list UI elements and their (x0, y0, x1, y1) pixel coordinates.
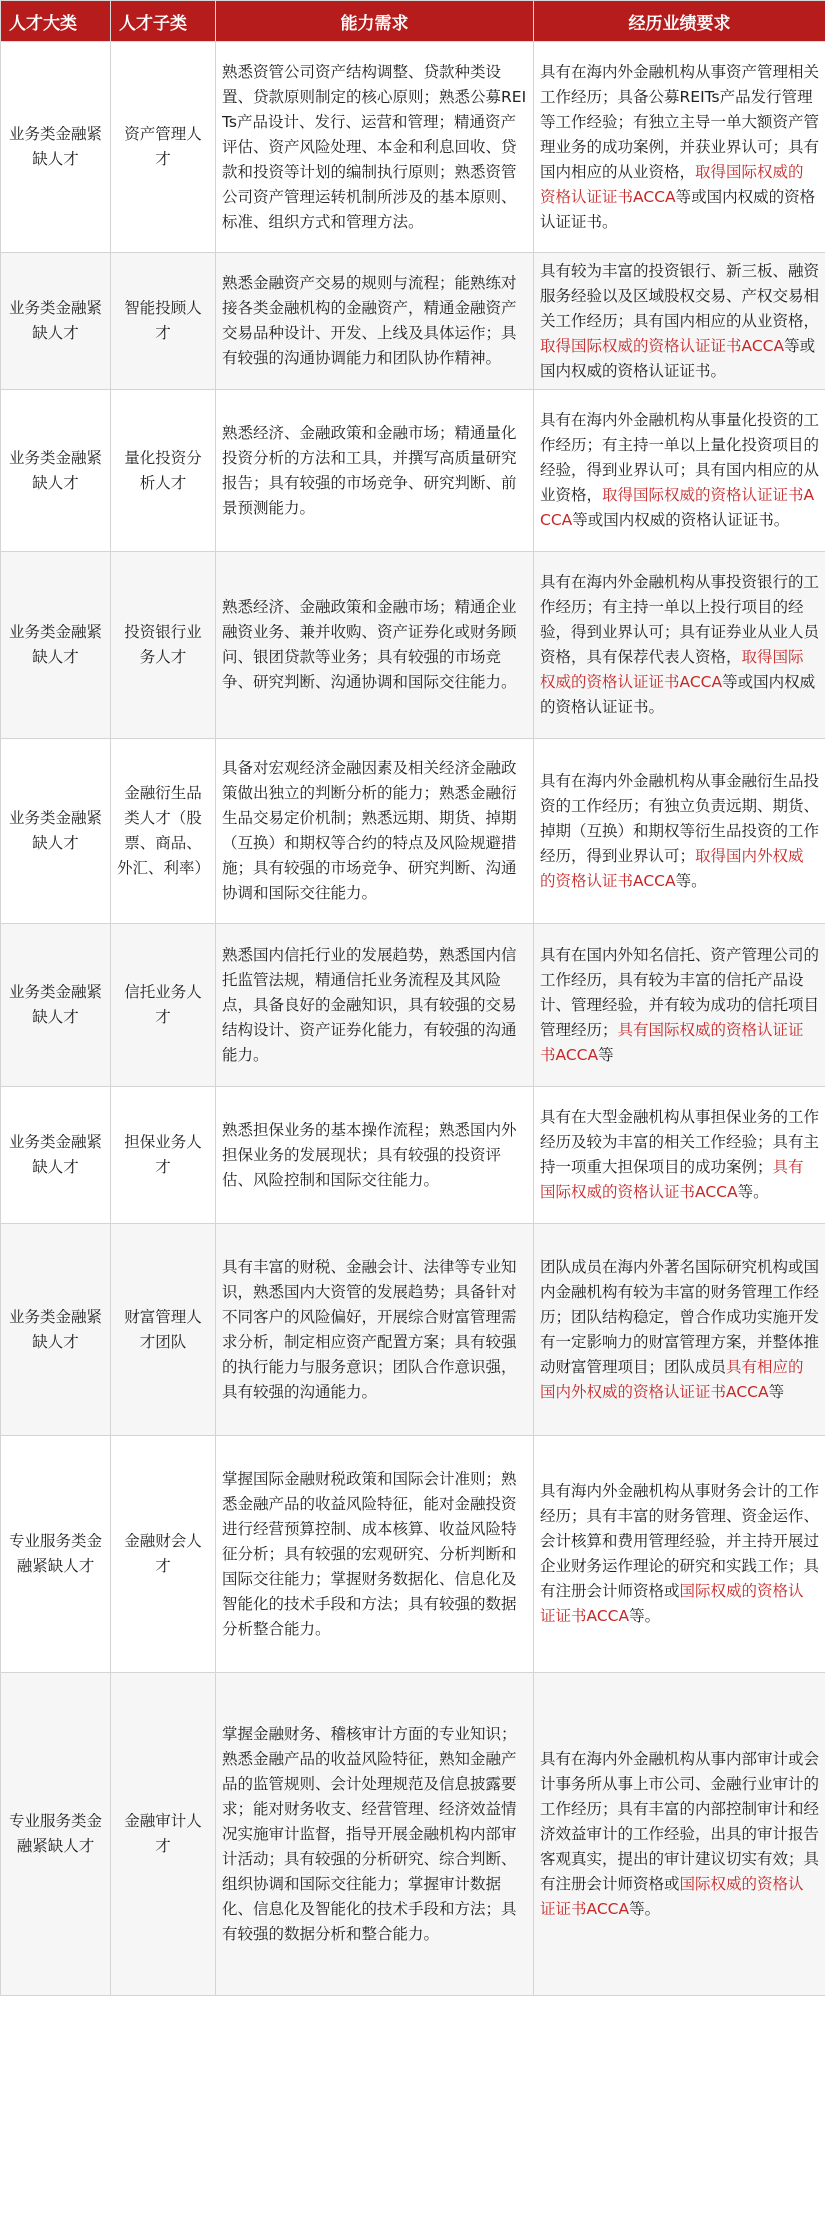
experience-suffix: 等或国内权威的资格认证证书。 (540, 187, 816, 231)
experience-cell (534, 739, 825, 924)
table-row (1, 1087, 825, 1224)
table-row (1, 552, 825, 739)
table-row (1, 42, 825, 253)
certificate-highlight: 取得国际权威的资格认证证书ACCA (540, 162, 804, 206)
category-cell: 业务类金融紧缺人才 (1, 552, 111, 739)
table-row (1, 739, 825, 924)
ability-cell: 熟悉经济、金融政策和金融市场；精通量化投资分析的方法和工具，并撰写高质量研究报告；具有较强的市场竞争、研究判断、前景预测能力。 (216, 390, 534, 552)
ability-cell: 具有丰富的财税、金融会计、法律等专业知识，熟悉国内大资管的发展趋势；具备针对不同客户的风险偏好，开展综合财富管理需求分析，制定相应资产配置方案；具有较强的执行能力与服务意识；团队合作意识强，具有较强的沟通能力。 (216, 1224, 534, 1436)
certificate-highlight: 具有国际权威的资格认证证书ACCA (540, 1020, 804, 1064)
category-cell: 业务类金融紧缺人才 (1, 739, 111, 924)
experience-suffix: 等或国内权威的资格认证证书。 (572, 511, 790, 529)
experience-text: 具有在海内外金融机构从事量化投资的工作经历；有主持一单以上量化投资项目的经验，得到业界认可；具有国内相应的从业资格， (540, 411, 820, 504)
experience-suffix: 等 (768, 1382, 785, 1401)
certificate-highlight: 国际权威的资格认证证书ACCA (540, 1582, 804, 1625)
certificate-highlight: 取得国际权威的资格认证证书ACCA (540, 486, 815, 529)
experience-text: 具有在大型金融机构从事担保业务的工作经历及较为丰富的相关工作经验；具有主持一项重大担保项目的成功案例； (540, 1108, 820, 1176)
ability-cell: 熟悉国内信托行业的发展趋势，熟悉国内信托监管法规，精通信托业务流程及其风险点，具备良好的金融知识，具有较强的交易结构设计、资产证券化能力，有较强的沟通能力。 (216, 924, 534, 1087)
ability-cell: 熟悉金融资产交易的规则与流程；能熟练对接各类金融机构的金融资产，精通金融资产交易品种设计、开发、上线及具体运作；具有较强的沟通协调能力和团队协作精神。 (216, 253, 534, 390)
header-subcategory: 人才子类 (111, 1, 216, 42)
header-experience: 经历业绩要求 (534, 1, 825, 42)
subcategory-cell: 担保业务人才 (111, 1087, 216, 1224)
experience-text: 具有在海内外金融机构从事金融衍生品投资的工作经历；有独立负责远期、期货、掉期（互换）和期权等衍生品投资的工作经历，得到业界认可； (540, 771, 820, 865)
category-cell: 业务类金融紧缺人才 (1, 390, 111, 552)
table-row (1, 924, 825, 1087)
experience-cell (534, 1673, 825, 1996)
certificate-highlight: 取得国际权威的资格认证证书ACCA (540, 648, 804, 691)
experience-text: 具有在海内外金融机构从事投资银行的工作经历；有主持一单以上投行项目的经验，得到业界认可；具有证券业从业人员资格，具有保荐代表人资格， (540, 573, 820, 666)
experience-cell (534, 42, 825, 253)
experience-cell (534, 1224, 825, 1436)
experience-cell (534, 552, 825, 739)
certificate-highlight: 国际权威的资格认证证书ACCA (540, 1874, 804, 1918)
certificate-highlight: 取得国际权威的资格认证证书ACCA (540, 336, 785, 355)
table-row (1, 1224, 825, 1436)
experience-cell (534, 390, 825, 552)
ability-cell: 熟悉经济、金融政策和金融市场；精通企业融资业务、兼并收购、资产证券化或财务顾问、银团贷款等业务；具有较强的市场竞争、研究判断、沟通协调和国际交往能力。 (216, 552, 534, 739)
table-row (1, 390, 825, 552)
experience-cell (534, 1436, 825, 1673)
experience-suffix: 等或国内权威的资格认证证书。 (540, 673, 816, 716)
table-row (1, 1673, 825, 1996)
experience-suffix: 等 (598, 1045, 614, 1064)
subcategory-cell: 智能投顾人才 (111, 253, 216, 390)
experience-suffix: 等。 (737, 1183, 769, 1201)
experience-suffix: 等。 (629, 1899, 661, 1918)
category-cell: 业务类金融紧缺人才 (1, 1087, 111, 1224)
experience-text: 具有在海内外金融机构从事内部审计或会计事务所从事上市公司、金融行业审计的工作经历；具有丰富的内部控制审计和经济效益审计的工作经验，出具的审计报告客观真实，提出的审计建议切实有效；具有注册会计师资格或 (540, 1749, 820, 1893)
category-cell: 专业服务类金融紧缺人才 (1, 1436, 111, 1673)
certificate-highlight: 具有相应的国内外权威的资格认证证书ACCA (540, 1357, 804, 1401)
table-row (1, 1436, 825, 1673)
subcategory-cell: 金融衍生品类人才（股票、商品、外汇、利率） (111, 739, 216, 924)
experience-text: 具有海内外金融机构从事财务会计的工作经历；具有丰富的财务管理、资金运作、会计核算和费用管理经验，并主持开展过企业财务运作理论的研究和实践工作；具有注册会计师资格或 (540, 1482, 820, 1600)
ability-cell: 掌握国际金融财税政策和国际会计准则；熟悉金融产品的收益风险特征，能对金融投资进行经营预算控制、成本核算、收益风险特征分析；具有较强的宏观研究、分析判断和国际交往能力；掌握财务数据化、信息化及智能化的技术手段和方法；具有较强的数据分析整合能力。 (216, 1436, 534, 1673)
category-cell: 业务类金融紧缺人才 (1, 42, 111, 253)
category-cell: 专业服务类金融紧缺人才 (1, 1673, 111, 1996)
ability-cell: 具备对宏观经济金融因素及相关经济金融政策做出独立的判断分析的能力；熟悉金融衍生品交易定价机制；熟悉远期、期货、掉期（互换）和期权等合约的特点及风险规避措施；具有较强的市场竞争、研究判断、沟通协调和国际交往能力。 (216, 739, 534, 924)
certificate-highlight: 取得国内外权威的资格认证书ACCA (540, 846, 804, 890)
category-cell: 业务类金融紧缺人才 (1, 924, 111, 1087)
experience-suffix: 等。 (675, 871, 707, 890)
certificate-highlight: 具有国际权威的资格认证书ACCA (540, 1158, 804, 1201)
subcategory-cell: 资产管理人才 (111, 42, 216, 253)
experience-text: 具有较为丰富的投资银行、新三板、融资服务经验以及区域股权交易、产权交易相关工作经历；具有国内相应的从业资格， (540, 261, 820, 330)
subcategory-cell: 财富管理人才团队 (111, 1224, 216, 1436)
experience-cell (534, 924, 825, 1087)
experience-suffix: 等。 (629, 1607, 661, 1625)
experience-cell (534, 1087, 825, 1224)
experience-text: 具有在海内外金融机构从事资产管理相关工作经历；具备公募REITs产品发行管理等工作经验；有独立主导一单大额资产管理业务的成功案例，并获业界认可；具有国内相应的从业资格， (540, 62, 820, 181)
subcategory-cell: 投资银行业务人才 (111, 552, 216, 739)
category-cell: 业务类金融紧缺人才 (1, 253, 111, 390)
header-ability: 能力需求 (216, 1, 534, 42)
experience-cell (534, 253, 825, 390)
experience-text: 团队成员在海内外著名国际研究机构或国内金融机构有较为丰富的财务管理工作经历；团队结构稳定，曾合作成功实施开发有一定影响力的财富管理方案，并整体推动财富管理项目；团队成员 (540, 1257, 820, 1376)
subcategory-cell: 金融审计人才 (111, 1673, 216, 1996)
subcategory-cell: 金融财会人才 (111, 1436, 216, 1673)
category-cell: 业务类金融紧缺人才 (1, 1224, 111, 1436)
table-row (1, 253, 825, 390)
subcategory-cell: 量化投资分析人才 (111, 390, 216, 552)
ability-cell: 熟悉担保业务的基本操作流程；熟悉国内外担保业务的发展现状；具有较强的投资评估、风险控制和国际交往能力。 (216, 1087, 534, 1224)
experience-suffix: 等或国内权威的资格认证证书。 (540, 336, 816, 380)
subcategory-cell: 信托业务人才 (111, 924, 216, 1087)
experience-text: 具有在国内外知名信托、资产管理公司的工作经历，具有较为丰富的信托产品设计、管理经验，并有较为成功的信托项目管理经历； (540, 945, 820, 1039)
ability-cell: 熟悉资管公司资产结构调整、贷款种类设置、贷款原则制定的核心原则；熟悉公募REITs产品设计、发行、运营和管理；精通资产评估、资产风险处理、本金和利息回收、贷款和投资等计划的编制执行原则；熟悉资管公司资产管理运转机制所涉及的基本原则、标准、组织方式和管理方法。 (216, 42, 534, 253)
header-category: 人才大类 (1, 1, 111, 42)
table-header-row (1, 1, 825, 42)
ability-cell: 掌握金融财务、稽核审计方面的专业知识；熟悉金融产品的收益风险特征，熟知金融产品的监管规则、会计处理规范及信息披露要求；能对财务收支、经营管理、经济效益情况实施审计监督，指导开展金融机构内部审计活动；具有较强的分析研究、综合判断、组织协调和国际交往能力；掌握审计数据化、信息化及智能化的技术手段和方法；具有较强的数据分析和整合能力。 (216, 1673, 534, 1996)
